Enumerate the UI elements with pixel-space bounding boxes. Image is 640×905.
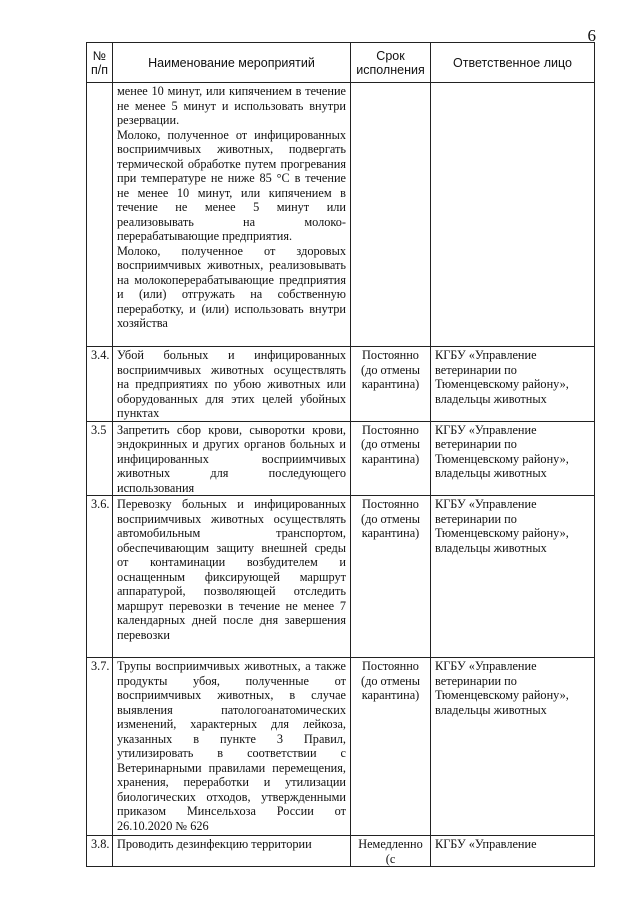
row-responsible: КГБУ «Управление — [431, 836, 595, 867]
activity-paragraph: Молоко, полученное от инфицированных восприимчивых животных, подвергать термической обработке путем прогревания при температуре не ниже 85 °С в течение не менее 10 минут, или кипячением в течение не менее 5 минут или реализовывать на молоко-перерабатывающие предприятия. — [117, 127, 346, 243]
row-term — [351, 83, 431, 347]
row-responsible — [431, 83, 595, 347]
row-activity — [113, 658, 351, 836]
row-responsible: КГБУ «Управление ветеринарии по Тюменцевскому району», владельцы животных — [431, 347, 595, 422]
row-responsible: КГБУ «Управление ветеринарии по Тюменцевскому району», владельцы животных — [431, 658, 595, 836]
row-responsible: КГБУ «Управление ветеринарии по Тюменцевскому району», владельцы животных — [431, 421, 595, 496]
header-number: № п/п — [87, 43, 113, 83]
table-row — [87, 421, 595, 496]
activity-paragraph: Трупы восприимчивых животных, а также продукты убоя, полученные от восприимчивых животных, в случае выявления патологоанатомических изменений, характерных для лейкоза, указанных в пункте 3 Правил, утилизировать в соответствии с Ветеринарными правилами перемещения, хранения, переработки и утилизации биологических отходов, утвержденными приказом Минсельхоза России от 26.10.2020 № 626 — [117, 659, 346, 833]
header-activity: Наименование мероприятий — [113, 43, 351, 83]
activity-paragraph: Запретить сбор крови, сыворотки крови, эндокринных и других органов больных и инфицированных восприимчивых животных для последующего использования — [117, 422, 346, 495]
header-responsible: Ответственное лицо — [431, 43, 595, 83]
activity-paragraph: Перевозку больных и инфицированных восприимчивых животных осуществлять автомобильным транспортом, обеспечивающим защиту внешней среды от контаминации возбудителем и оснащенным фиксирующей маршрут аппаратурой, позволяющей отследить маршрут перевозки в течение не менее 7 календарных дней после дня завершения перевозки — [117, 497, 346, 642]
row-term: Постоянно (до отмены карантина) — [351, 421, 431, 496]
table-header-row — [87, 43, 595, 83]
row-term: Немедленно (с — [351, 836, 431, 867]
row-activity — [113, 347, 351, 422]
activity-paragraph: Убой больных и инфицированных восприимчивых животных осуществлять на предприятиях по убою животных или оборудованных для этих целей убойных пунктах — [117, 348, 346, 420]
header-term: Срок исполнения — [351, 43, 431, 83]
table-row — [87, 496, 595, 658]
activity-paragraph: Молоко, полученное от здоровых восприимчивых животных, реализовывать на молокоперерабатывающие предприятия и (или) отгружать на собственную переработку, и (или) использовать внутри хозяйства — [117, 243, 346, 330]
row-term: Постоянно (до отмены карантина) — [351, 658, 431, 836]
row-activity — [113, 83, 351, 347]
page-number: 6 — [587, 26, 596, 45]
table-row — [87, 658, 595, 836]
row-activity — [113, 421, 351, 496]
row-number: 3.7. — [87, 658, 113, 836]
row-number: 3.8. — [87, 836, 113, 867]
row-number: 3.6. — [87, 496, 113, 658]
row-number — [87, 83, 113, 347]
row-responsible: КГБУ «Управление ветеринарии по Тюменцевскому району», владельцы животных — [431, 496, 595, 658]
row-number: 3.4. — [87, 347, 113, 422]
row-activity — [113, 836, 351, 867]
table-row — [87, 347, 595, 422]
table-row — [87, 836, 595, 867]
activity-paragraph: менее 10 минут, или кипячением в течение не менее 5 минут и использовать внутри резервации. — [117, 84, 346, 127]
row-activity — [113, 496, 351, 658]
activity-paragraph: Проводить дезинфекцию территории — [117, 837, 312, 851]
row-term: Постоянно (до отмены карантина) — [351, 496, 431, 658]
table-row — [87, 83, 595, 347]
row-term: Постоянно (до отмены карантина) — [351, 347, 431, 422]
measures-table — [86, 42, 595, 867]
row-number: 3.5 — [87, 421, 113, 496]
